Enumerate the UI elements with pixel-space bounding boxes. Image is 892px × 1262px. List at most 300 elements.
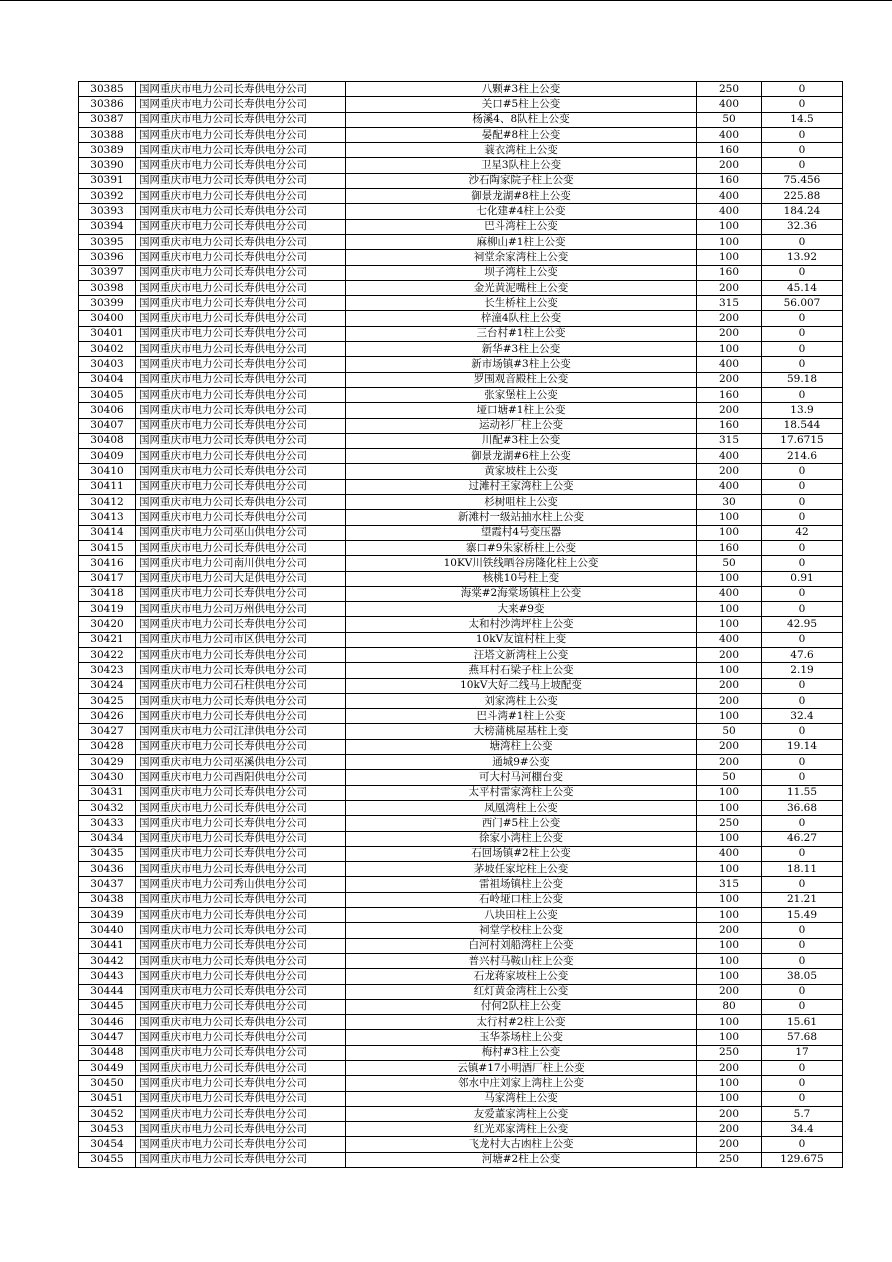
cell-value: 0: [762, 1061, 843, 1076]
cell-value: 0: [762, 693, 843, 708]
cell-capacity: 100: [697, 525, 762, 540]
cell-capacity: 100: [697, 938, 762, 953]
cell-company: 国网重庆市电力公司长寿供电分公司: [136, 357, 346, 372]
cell-company: 国网重庆市电力公司长寿供电分公司: [136, 1045, 346, 1060]
cell-value: 46.27: [762, 831, 843, 846]
cell-capacity: 30: [697, 495, 762, 510]
cell-value: 0: [762, 342, 843, 357]
cell-transformer-name: 刘家湾柱上公变: [346, 693, 697, 708]
cell-value: 18.11: [762, 862, 843, 877]
table-row: [79, 510, 843, 525]
cell-transformer-name: 沙石陶家院子柱上公变: [346, 173, 697, 188]
cell-company: 国网重庆市电力公司长寿供电分公司: [136, 97, 346, 112]
cell-company: 国网重庆市电力公司长寿供电分公司: [136, 82, 346, 97]
cell-value: 13.92: [762, 250, 843, 265]
cell-transformer-name: 寨口#9朱家桥柱上公变: [346, 540, 697, 555]
cell-value: 0: [762, 97, 843, 112]
cell-company: 国网重庆市电力公司长寿供电分公司: [136, 953, 346, 968]
cell-value: 0: [762, 632, 843, 647]
table-row: [79, 433, 843, 448]
cell-id: 30406: [79, 403, 136, 418]
cell-capacity: 400: [697, 97, 762, 112]
cell-value: 38.05: [762, 969, 843, 984]
cell-capacity: 100: [697, 602, 762, 617]
cell-company: 国网重庆市电力公司石柱供电分公司: [136, 678, 346, 693]
cell-value: 0.91: [762, 571, 843, 586]
table-row: [79, 693, 843, 708]
cell-value: 0: [762, 770, 843, 785]
cell-transformer-name: 三台村#1柱上公变: [346, 326, 697, 341]
cell-company: 国网重庆市电力公司长寿供电分公司: [136, 1076, 346, 1091]
cell-value: 0: [762, 326, 843, 341]
cell-company: 国网重庆市电力公司长寿供电分公司: [136, 1015, 346, 1030]
cell-company: 国网重庆市电力公司巫山供电分公司: [136, 525, 346, 540]
table-row: [79, 785, 843, 800]
cell-value: 225.88: [762, 189, 843, 204]
cell-id: 30433: [79, 816, 136, 831]
cell-id: 30400: [79, 311, 136, 326]
table-row: [79, 999, 843, 1014]
cell-transformer-name: 祠堂学校柱上公变: [346, 923, 697, 938]
cell-value: 0: [762, 1137, 843, 1152]
table-row: [79, 449, 843, 464]
cell-id: 30410: [79, 464, 136, 479]
cell-transformer-name: 太行村#2柱上公变: [346, 1015, 697, 1030]
table-row: [79, 234, 843, 249]
cell-company: 国网重庆市电力公司长寿供电分公司: [136, 663, 346, 678]
cell-capacity: 80: [697, 999, 762, 1014]
cell-transformer-name: 晏配#8柱上公变: [346, 127, 697, 142]
cell-capacity: 100: [697, 1091, 762, 1106]
cell-transformer-name: 通城9#公变: [346, 755, 697, 770]
cell-id: 30455: [79, 1152, 136, 1167]
table-row: [79, 158, 843, 173]
table-row: [79, 556, 843, 571]
cell-value: 5.7: [762, 1106, 843, 1121]
cell-id: 30418: [79, 586, 136, 601]
cell-id: 30409: [79, 449, 136, 464]
cell-value: 19.14: [762, 739, 843, 754]
cell-capacity: 160: [697, 173, 762, 188]
cell-transformer-name: 太和村沙湾坪柱上公变: [346, 617, 697, 632]
cell-company: 国网重庆市电力公司长寿供电分公司: [136, 785, 346, 800]
cell-transformer-name: 坝子湾柱上公变: [346, 265, 697, 280]
cell-capacity: 400: [697, 586, 762, 601]
table-row: [79, 1137, 843, 1152]
cell-capacity: 200: [697, 311, 762, 326]
cell-company: 国网重庆市电力公司长寿供电分公司: [136, 311, 346, 326]
cell-transformer-name: 杉树咀柱上公变: [346, 495, 697, 510]
cell-transformer-name: 杨溪4、8队柱上公变: [346, 112, 697, 127]
cell-id: 30395: [79, 234, 136, 249]
cell-capacity: 100: [697, 219, 762, 234]
cell-id: 30443: [79, 969, 136, 984]
table-row: [79, 571, 843, 586]
cell-value: 15.49: [762, 908, 843, 923]
cell-id: 30452: [79, 1106, 136, 1121]
cell-company: 国网重庆市电力公司江津供电分公司: [136, 724, 346, 739]
cell-transformer-name: 巴斗湾柱上公变: [346, 219, 697, 234]
cell-value: 0: [762, 1091, 843, 1106]
cell-capacity: 200: [697, 693, 762, 708]
cell-company: 国网重庆市电力公司长寿供电分公司: [136, 739, 346, 754]
cell-company: 国网重庆市电力公司长寿供电分公司: [136, 510, 346, 525]
table-row: [79, 846, 843, 861]
cell-transformer-name: 10kV大好二线马上坡配变: [346, 678, 697, 693]
cell-id: 30435: [79, 846, 136, 861]
cell-transformer-name: 核桃10号柱上变: [346, 571, 697, 586]
cell-value: 57.68: [762, 1030, 843, 1045]
cell-transformer-name: 可大村马河棚台变: [346, 770, 697, 785]
cell-id: 30414: [79, 525, 136, 540]
cell-capacity: 200: [697, 984, 762, 999]
cell-id: 30448: [79, 1045, 136, 1060]
cell-transformer-name: 云镇#17小明酒厂柱上公变: [346, 1061, 697, 1076]
cell-value: 36.68: [762, 800, 843, 815]
cell-capacity: 160: [697, 143, 762, 158]
cell-value: 59.18: [762, 372, 843, 387]
cell-transformer-name: 石岭垭口柱上公变: [346, 892, 697, 907]
cell-company: 国网重庆市电力公司长寿供电分公司: [136, 479, 346, 494]
cell-id: 30407: [79, 418, 136, 433]
cell-company: 国网重庆市电力公司长寿供电分公司: [136, 234, 346, 249]
table-row: [79, 892, 843, 907]
cell-transformer-name: 雷祖场镇柱上公变: [346, 877, 697, 892]
cell-capacity: 200: [697, 755, 762, 770]
cell-id: 30445: [79, 999, 136, 1014]
table-row: [79, 877, 843, 892]
table-row: [79, 1091, 843, 1106]
table-row: [79, 189, 843, 204]
table-row: [79, 739, 843, 754]
table-row: [79, 479, 843, 494]
cell-capacity: 250: [697, 82, 762, 97]
table-row: [79, 724, 843, 739]
cell-capacity: 50: [697, 770, 762, 785]
table-row: [79, 265, 843, 280]
table-row: [79, 250, 843, 265]
cell-transformer-name: 新市场镇#3柱上公变: [346, 357, 697, 372]
cell-id: 30405: [79, 387, 136, 402]
cell-id: 30444: [79, 984, 136, 999]
cell-company: 国网重庆市电力公司长寿供电分公司: [136, 800, 346, 815]
cell-company: 国网重庆市电力公司长寿供电分公司: [136, 647, 346, 662]
cell-value: 17.6715: [762, 433, 843, 448]
cell-id: 30440: [79, 923, 136, 938]
cell-company: 国网重庆市电力公司长寿供电分公司: [136, 892, 346, 907]
cell-capacity: 315: [697, 877, 762, 892]
cell-id: 30453: [79, 1122, 136, 1137]
cell-capacity: 400: [697, 632, 762, 647]
cell-value: 0: [762, 984, 843, 999]
cell-id: 30416: [79, 556, 136, 571]
table-row: [79, 862, 843, 877]
cell-company: 国网重庆市电力公司长寿供电分公司: [136, 143, 346, 158]
table-row: [79, 464, 843, 479]
cell-id: 30403: [79, 357, 136, 372]
cell-company: 国网重庆市电力公司长寿供电分公司: [136, 846, 346, 861]
cell-company: 国网重庆市电力公司长寿供电分公司: [136, 693, 346, 708]
table-row: [79, 342, 843, 357]
table-row: [79, 709, 843, 724]
cell-id: 30413: [79, 510, 136, 525]
cell-transformer-name: 马家湾柱上公变: [346, 1091, 697, 1106]
cell-value: 32.4: [762, 709, 843, 724]
table-row: [79, 647, 843, 662]
table-body: [79, 82, 843, 1168]
cell-transformer-name: 燕耳村石梁子柱上公变: [346, 663, 697, 678]
table-row: [79, 755, 843, 770]
table-row: [79, 495, 843, 510]
cell-value: 0: [762, 556, 843, 571]
cell-id: 30451: [79, 1091, 136, 1106]
cell-capacity: 400: [697, 127, 762, 142]
cell-transformer-name: 新华#3柱上公变: [346, 342, 697, 357]
cell-transformer-name: 河塘#2柱上公变: [346, 1152, 697, 1167]
cell-id: 30411: [79, 479, 136, 494]
cell-transformer-name: 太平村雷家湾柱上公变: [346, 785, 697, 800]
cell-id: 30439: [79, 908, 136, 923]
cell-id: 30449: [79, 1061, 136, 1076]
cell-value: 17: [762, 1045, 843, 1060]
cell-capacity: 100: [697, 908, 762, 923]
cell-capacity: 315: [697, 433, 762, 448]
cell-value: 47.6: [762, 647, 843, 662]
cell-value: 129.675: [762, 1152, 843, 1167]
table-row: [79, 663, 843, 678]
cell-capacity: 250: [697, 1152, 762, 1167]
cell-id: 30394: [79, 219, 136, 234]
table-row: [79, 678, 843, 693]
cell-company: 国网重庆市电力公司长寿供电分公司: [136, 173, 346, 188]
table-row: [79, 1061, 843, 1076]
table-row: [79, 204, 843, 219]
cell-capacity: 200: [697, 464, 762, 479]
cell-id: 30423: [79, 663, 136, 678]
cell-company: 国网重庆市电力公司长寿供电分公司: [136, 372, 346, 387]
cell-company: 国网重庆市电力公司长寿供电分公司: [136, 219, 346, 234]
cell-id: 30437: [79, 877, 136, 892]
cell-transformer-name: 望霞村4号变压器: [346, 525, 697, 540]
cell-company: 国网重庆市电力公司长寿供电分公司: [136, 250, 346, 265]
cell-company: 国网重庆市电力公司大足供电分公司: [136, 571, 346, 586]
cell-value: 56.007: [762, 296, 843, 311]
cell-value: 0: [762, 755, 843, 770]
cell-value: 13.9: [762, 403, 843, 418]
cell-company: 国网重庆市电力公司南川供电分公司: [136, 556, 346, 571]
cell-value: 0: [762, 877, 843, 892]
cell-value: 42: [762, 525, 843, 540]
cell-company: 国网重庆市电力公司长寿供电分公司: [136, 586, 346, 601]
cell-transformer-name: 黄家坡柱上公变: [346, 464, 697, 479]
cell-capacity: 200: [697, 158, 762, 173]
cell-transformer-name: 罗围观音殿柱上公变: [346, 372, 697, 387]
cell-capacity: 100: [697, 571, 762, 586]
cell-capacity: 160: [697, 387, 762, 402]
cell-id: 30393: [79, 204, 136, 219]
cell-value: 0: [762, 678, 843, 693]
cell-company: 国网重庆市电力公司巫溪供电分公司: [136, 755, 346, 770]
cell-transformer-name: 10KV川铁线晒谷房隆化柱上公变: [346, 556, 697, 571]
cell-value: 0: [762, 82, 843, 97]
cell-capacity: 100: [697, 510, 762, 525]
cell-id: 30438: [79, 892, 136, 907]
table-row: [79, 127, 843, 142]
cell-id: 30386: [79, 97, 136, 112]
table-row: [79, 938, 843, 953]
cell-transformer-name: 蓑衣湾柱上公变: [346, 143, 697, 158]
cell-capacity: 100: [697, 1030, 762, 1045]
table-row: [79, 816, 843, 831]
table-row: [79, 831, 843, 846]
cell-transformer-name: 梓潼4队柱上公变: [346, 311, 697, 326]
cell-value: 18.544: [762, 418, 843, 433]
cell-transformer-name: 梅村#3柱上公变: [346, 1045, 697, 1060]
cell-transformer-name: 普兴村马鞍山柱上公变: [346, 953, 697, 968]
table-row: [79, 97, 843, 112]
cell-id: 30401: [79, 326, 136, 341]
cell-id: 30402: [79, 342, 136, 357]
table-row: [79, 296, 843, 311]
cell-capacity: 100: [697, 892, 762, 907]
table-row: [79, 908, 843, 923]
cell-company: 国网重庆市电力公司长寿供电分公司: [136, 1122, 346, 1137]
cell-capacity: 100: [697, 709, 762, 724]
cell-transformer-name: 红灯黄金湾柱上公变: [346, 984, 697, 999]
cell-transformer-name: 海棠#2海棠场镇柱上公变: [346, 586, 697, 601]
table-row: [79, 219, 843, 234]
table-row: [79, 372, 843, 387]
cell-id: 30429: [79, 755, 136, 770]
table-row: [79, 617, 843, 632]
cell-id: 30434: [79, 831, 136, 846]
cell-value: 2.19: [762, 663, 843, 678]
cell-id: 30436: [79, 862, 136, 877]
cell-id: 30412: [79, 495, 136, 510]
cell-company: 国网重庆市电力公司长寿供电分公司: [136, 280, 346, 295]
cell-transformer-name: 凤凰湾柱上公变: [346, 800, 697, 815]
cell-transformer-name: 卫星3队柱上公变: [346, 158, 697, 173]
cell-id: 30390: [79, 158, 136, 173]
cell-company: 国网重庆市电力公司长寿供电分公司: [136, 112, 346, 127]
cell-value: 0: [762, 816, 843, 831]
cell-value: 0: [762, 724, 843, 739]
cell-value: 214.6: [762, 449, 843, 464]
cell-value: 45.14: [762, 280, 843, 295]
cell-company: 国网重庆市电力公司长寿供电分公司: [136, 1106, 346, 1121]
cell-company: 国网重庆市电力公司长寿供电分公司: [136, 617, 346, 632]
cell-value: 184.24: [762, 204, 843, 219]
cell-id: 30432: [79, 800, 136, 815]
cell-id: 30426: [79, 709, 136, 724]
cell-transformer-name: 七化建#4柱上公变: [346, 204, 697, 219]
cell-transformer-name: 付何2队柱上公变: [346, 999, 697, 1014]
cell-id: 30450: [79, 1076, 136, 1091]
cell-transformer-name: 玉华茶场柱上公变: [346, 1030, 697, 1045]
cell-company: 国网重庆市电力公司秀山供电分公司: [136, 877, 346, 892]
cell-capacity: 400: [697, 449, 762, 464]
cell-value: 0: [762, 846, 843, 861]
cell-transformer-name: 运动衫厂柱上公变: [346, 418, 697, 433]
table-row: [79, 143, 843, 158]
cell-transformer-name: 石回场镇#2柱上公变: [346, 846, 697, 861]
cell-value: 0: [762, 265, 843, 280]
cell-id: 30399: [79, 296, 136, 311]
cell-transformer-name: 祠堂余家湾柱上公变: [346, 250, 697, 265]
cell-capacity: 100: [697, 663, 762, 678]
table-row: [79, 326, 843, 341]
cell-transformer-name: 西门#5柱上公变: [346, 816, 697, 831]
cell-company: 国网重庆市电力公司长寿供电分公司: [136, 1152, 346, 1167]
cell-company: 国网重庆市电力公司万州供电分公司: [136, 602, 346, 617]
cell-id: 30389: [79, 143, 136, 158]
cell-company: 国网重庆市电力公司长寿供电分公司: [136, 999, 346, 1014]
cell-id: 30422: [79, 647, 136, 662]
cell-transformer-name: 友爱董家湾柱上公变: [346, 1106, 697, 1121]
cell-capacity: 50: [697, 556, 762, 571]
cell-company: 国网重庆市电力公司长寿供电分公司: [136, 418, 346, 433]
cell-id: 30420: [79, 617, 136, 632]
cell-capacity: 400: [697, 204, 762, 219]
cell-company: 国网重庆市电力公司市区供电分公司: [136, 632, 346, 647]
data-table-container: [78, 81, 843, 1168]
cell-value: 15.61: [762, 1015, 843, 1030]
cell-value: 75.456: [762, 173, 843, 188]
cell-transformer-name: 张家堡柱上公变: [346, 387, 697, 402]
cell-value: 14.5: [762, 112, 843, 127]
cell-id: 30417: [79, 571, 136, 586]
cell-id: 30442: [79, 953, 136, 968]
cell-value: 0: [762, 953, 843, 968]
cell-value: 11.55: [762, 785, 843, 800]
cell-transformer-name: 御景龙湖#6柱上公变: [346, 449, 697, 464]
cell-capacity: 100: [697, 785, 762, 800]
cell-company: 国网重庆市电力公司长寿供电分公司: [136, 495, 346, 510]
table-row: [79, 1106, 843, 1121]
cell-company: 国网重庆市电力公司长寿供电分公司: [136, 709, 346, 724]
table-row: [79, 525, 843, 540]
cell-value: 0: [762, 311, 843, 326]
table-row: [79, 953, 843, 968]
cell-capacity: 50: [697, 112, 762, 127]
cell-value: 0: [762, 602, 843, 617]
cell-id: 30454: [79, 1137, 136, 1152]
cell-capacity: 200: [697, 403, 762, 418]
cell-capacity: 200: [697, 678, 762, 693]
cell-id: 30447: [79, 1030, 136, 1045]
cell-capacity: 160: [697, 265, 762, 280]
cell-id: 30387: [79, 112, 136, 127]
cell-transformer-name: 八颗#3柱上公变: [346, 82, 697, 97]
cell-transformer-name: 关口#5柱上公变: [346, 97, 697, 112]
table-row: [79, 969, 843, 984]
cell-company: 国网重庆市电力公司长寿供电分公司: [136, 984, 346, 999]
cell-company: 国网重庆市电力公司长寿供电分公司: [136, 449, 346, 464]
transformer-table: [78, 81, 843, 1168]
cell-transformer-name: 麻柳山#1柱上公变: [346, 234, 697, 249]
cell-transformer-name: 塘湾柱上公变: [346, 739, 697, 754]
cell-id: 30392: [79, 189, 136, 204]
cell-transformer-name: 八块田柱上公变: [346, 908, 697, 923]
cell-company: 国网重庆市电力公司长寿供电分公司: [136, 862, 346, 877]
cell-id: 30408: [79, 433, 136, 448]
cell-capacity: 100: [697, 953, 762, 968]
cell-company: 国网重庆市电力公司长寿供电分公司: [136, 127, 346, 142]
table-row: [79, 1076, 843, 1091]
cell-id: 30388: [79, 127, 136, 142]
cell-capacity: 200: [697, 647, 762, 662]
cell-transformer-name: 垭口塘#1柱上公变: [346, 403, 697, 418]
